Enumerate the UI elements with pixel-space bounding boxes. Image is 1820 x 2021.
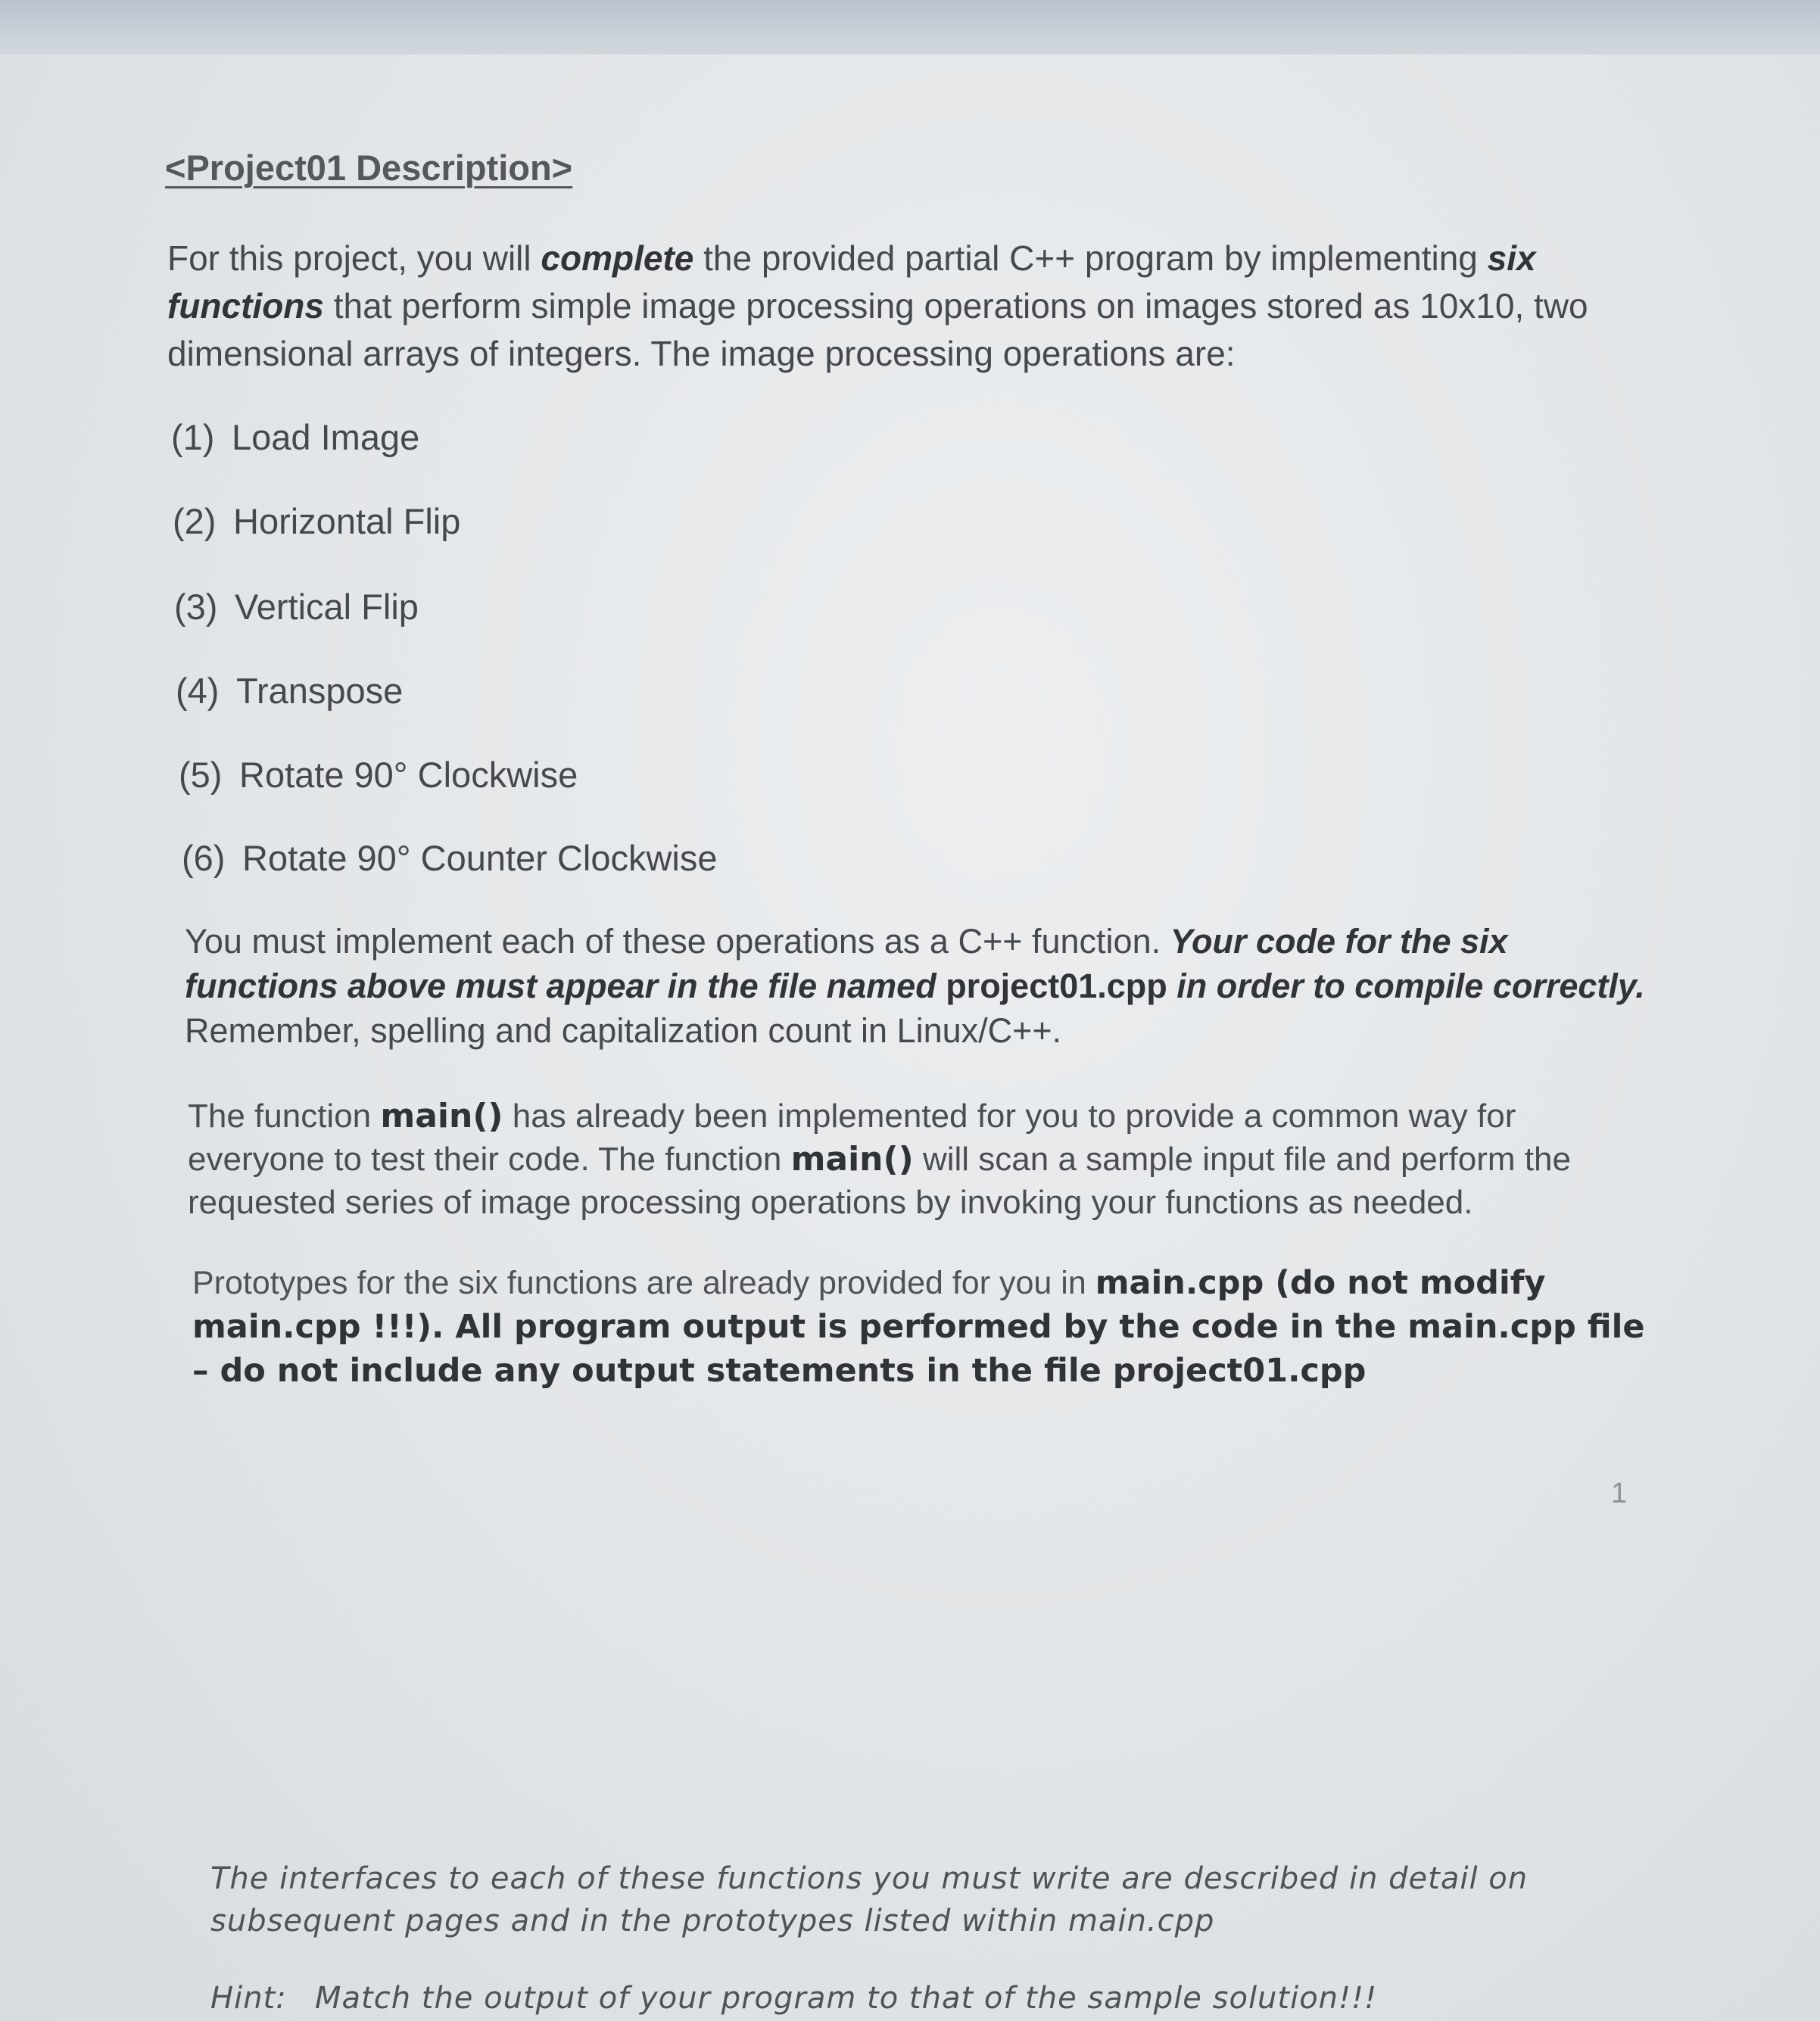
- implement-filename: project01.cpp: [946, 967, 1167, 1005]
- intro-text-2: the provided partial C++ program by implementing: [693, 238, 1488, 278]
- document-page: [0, 54, 1820, 2021]
- intro-paragraph: [167, 235, 1628, 378]
- proto-text-1: Prototypes for the six functions are already provided for you in: [192, 1265, 1095, 1301]
- hint-label: Hint:: [210, 1981, 287, 2016]
- hint-note: [210, 1977, 1649, 2019]
- operation-item-1: [171, 416, 419, 458]
- operation-label: Load Image: [232, 417, 420, 457]
- intro-text-3: that perform simple image processing operations on images stored as 10x10, two dimensional arrays of integers. The image processing operations are:: [167, 286, 1588, 373]
- page-heading: <Project01 Description>: [165, 148, 573, 188]
- implement-paragraph: [185, 919, 1646, 1053]
- main-text-2: has already been implemented for you to provide a common way for everyone to test their code. The function: [188, 1098, 1516, 1178]
- interfaces-note: The interfaces to each of these functions you must write are described in detail on subsequent pages and in the prototypes listed within main.cpp: [210, 1861, 1529, 1938]
- operation-item-5: [179, 754, 578, 796]
- operation-number: (2): [173, 501, 217, 541]
- operation-label: Transpose: [236, 671, 404, 711]
- main-text-3: will scan a sample input file and perform the requested series of image processing operations by invoking your functions as needed.: [188, 1141, 1571, 1221]
- intro-emphasis-complete: complete: [541, 238, 694, 278]
- operation-number: (6): [182, 838, 226, 878]
- implement-text-2: Remember, spelling and capitalization count in Linux/C++.: [185, 1011, 1062, 1050]
- implement-emphasis-1: Your code for the six functions above must appear in the file named: [185, 922, 1508, 1005]
- operation-number: (5): [179, 755, 223, 795]
- intro-emphasis-six-functions: six functions: [167, 238, 1536, 325]
- implement-emphasis-2: in order to compile correctly.: [1167, 967, 1645, 1005]
- main-function-paragraph: [188, 1095, 1649, 1224]
- operation-label: Rotate 90° Counter Clockwise: [242, 838, 718, 878]
- prototypes-paragraph: [192, 1261, 1653, 1393]
- implement-text-1: You must implement each of these operations as a C++ function.: [185, 922, 1170, 961]
- main-code-2: main(): [790, 1140, 914, 1179]
- proto-emphasis: main.cpp (do not modify main.cpp !!!). All program output is performed by the code in the main.cpp file – do not include any output statements in the file project01.cpp: [192, 1264, 1645, 1390]
- main-text-1: The function: [188, 1098, 381, 1135]
- operation-number: (1): [171, 417, 215, 457]
- intro-text-1: For this project, you will: [167, 238, 541, 278]
- operation-item-4: [176, 670, 403, 712]
- operation-number: (3): [174, 587, 218, 627]
- operation-label: Vertical Flip: [235, 587, 419, 627]
- page-number: 1: [1611, 1478, 1628, 1509]
- main-code-1: main(): [380, 1097, 503, 1135]
- operation-item-2: [173, 500, 460, 542]
- operation-item-6: [182, 837, 717, 879]
- hint-text: Match the output of your program to that of the sample solution!!!: [315, 1981, 1378, 2016]
- operation-label: Horizontal Flip: [233, 501, 461, 541]
- operation-item-3: [174, 586, 419, 627]
- operation-label: Rotate 90° Clockwise: [239, 755, 578, 795]
- operation-number: (4): [176, 671, 220, 711]
